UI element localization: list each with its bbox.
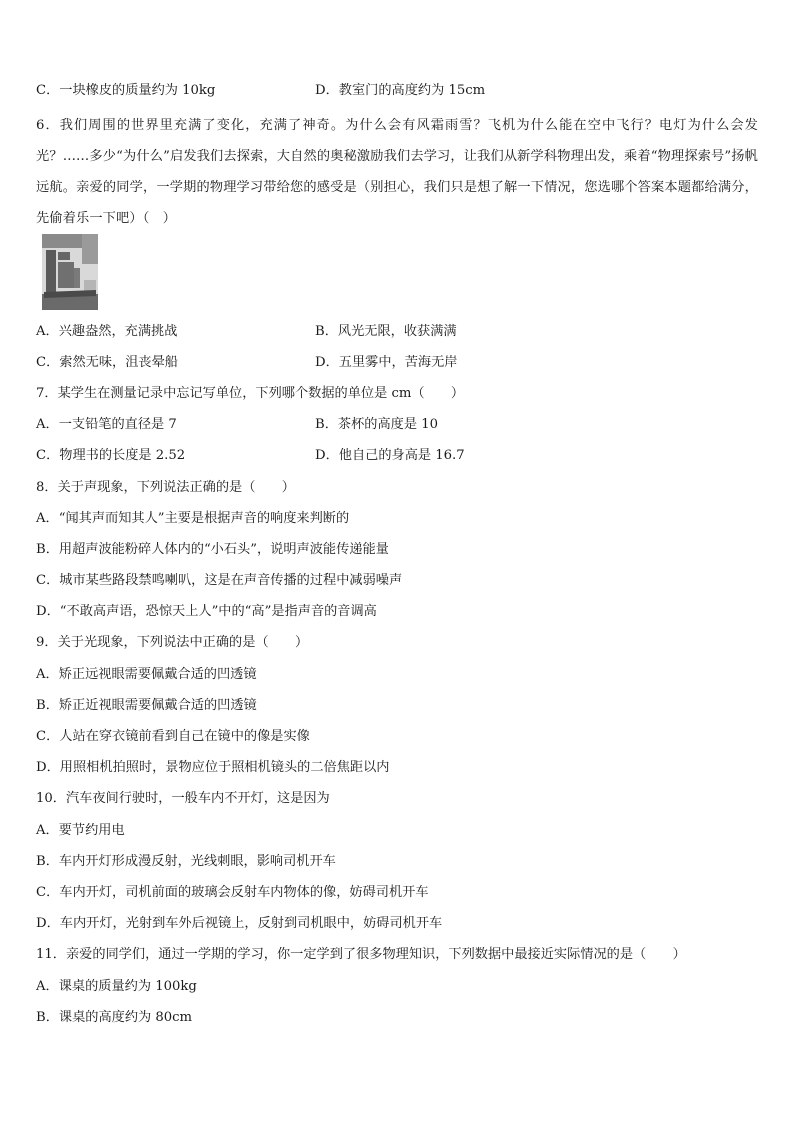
q8-option-c: C．城市某些路段禁鸣喇叭，这是在声音传播的过程中减弱噪声: [36, 573, 403, 588]
q7-option-c: C．物理书的长度是 2.52: [36, 448, 186, 463]
q11-option-a: A．课桌的质量约为 100kg: [36, 979, 197, 994]
q6-option-c: C．索然无味，沮丧晕船: [36, 355, 178, 370]
q7-option-b: B．茶杯的高度是 10: [315, 417, 438, 432]
ship-sketch-figure: [42, 234, 98, 310]
q10-option-d: D．车内开灯，光射到车外后视镜上，反射到司机眼中，妨碍司机开车: [36, 916, 443, 931]
q6-option-b: B．风光无限，收获满满: [315, 324, 457, 339]
q9-option-d: D．用照相机拍照时，景物应位于照相机镜头的二倍焦距以内: [36, 760, 390, 775]
q10-option-c: C．车内开灯，司机前面的玻璃会反射车内物体的像，妨碍司机开车: [36, 885, 429, 900]
q8-option-b: B．用超声波能粉碎人体内的“小石头”，说明声波能传递能量: [36, 542, 389, 557]
q9-option-a: A．矫正远视眼需要佩戴合适的凹透镜: [36, 667, 257, 682]
q11-stem: 11．亲爱的同学们，通过一学期的学习，你一定学到了很多物理知识，下列数据中最接近实际情况的是（ ）: [36, 947, 686, 962]
q6-option-a: A．兴趣盎然，充满挑战: [36, 324, 178, 339]
q7-option-d: D．他自己的身高是 16.7: [315, 448, 465, 463]
q8-option-d: D．“不敢高声语，恐惊天上人”中的“高”是指声音的音调高: [36, 604, 377, 619]
ship-sketch-icon: [42, 234, 98, 310]
q9-stem: 9．关于光现象，下列说法中正确的是（ ）: [36, 635, 309, 650]
q6-option-d: D．五里雾中，苦海无岸: [315, 355, 458, 370]
q10-option-b: B．车内开灯形成漫反射，光线刺眼，影响司机开车: [36, 854, 336, 869]
q11-option-b: B．课桌的高度约为 80cm: [36, 1010, 193, 1025]
q7-stem: 7．某学生在测量记录中忘记写单位，下列哪个数据的单位是 cm（ ）: [36, 386, 465, 401]
q10-stem: 10．汽车夜间行驶时，一般车内不开灯，这是因为: [36, 791, 330, 806]
q8-option-a: A．“闻其声而知其人”主要是根据声音的响度来判断的: [36, 511, 350, 526]
q5-option-c: C．一块橡皮的质量约为 10kg: [36, 83, 216, 98]
q9-option-c: C．人站在穿衣镜前看到自己在镜中的像是实像: [36, 729, 310, 744]
q5-option-d: D．教室门的高度约为 15cm: [315, 83, 486, 98]
q9-option-b: B．矫正近视眼需要佩戴合适的凹透镜: [36, 698, 257, 713]
q8-stem: 8．关于声现象，下列说法正确的是（ ）: [36, 480, 295, 495]
q10-option-a: A．要节约用电: [36, 823, 125, 838]
q7-option-a: A．一支铅笔的直径是 7: [36, 417, 177, 432]
q6-stem: 6．我们周围的世界里充满了变化，充满了神奇。为什么会有风霜雨雪？飞机为什么能在空中飞行？电灯为什么会发光？……多少“为什么”启发我们去探索，大自然的奥秘激励我们去学习，让我们从新学科物理出发，乘着“物理探索号”扬帆远航。亲爱的同学，一学期的物理学习带给您的感受是（别担心，我们只是想了解一下情况，您选哪个答案本题都给满分，先偷着乐一下吧）（ ）: [36, 118, 758, 226]
